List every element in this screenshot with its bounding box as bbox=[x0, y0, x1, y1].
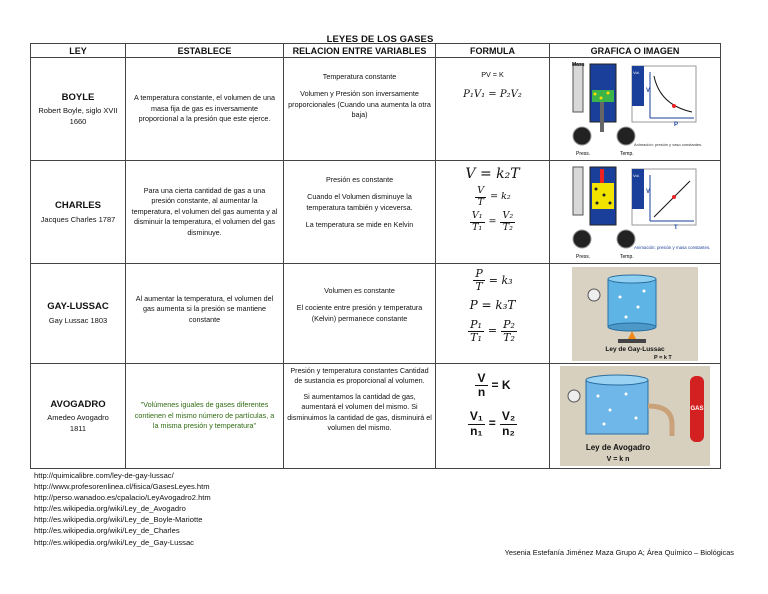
table-row-charles bbox=[31, 161, 721, 264]
fraction-denominator: T bbox=[475, 280, 483, 294]
ratio-d1: n₁ bbox=[470, 423, 483, 438]
avogadro-formulas bbox=[439, 372, 546, 441]
image-title: Ley de Avogadro bbox=[585, 443, 651, 452]
relation-line: Volumen es constante bbox=[324, 286, 395, 295]
ratio-d2: T₂ bbox=[502, 221, 513, 233]
law-cell-avogadro bbox=[31, 364, 126, 469]
formula-text: PV = K bbox=[481, 70, 504, 79]
formula-ratio: $\frac{\text{V₁}}{\text{n₁}}$ = $\frac{\text{V₂}}{\text{n₂}}$ bbox=[469, 409, 516, 438]
law-year: 1660 bbox=[69, 116, 87, 126]
header-establece: ESTABLECE bbox=[126, 44, 284, 58]
fraction-numerator: P bbox=[475, 267, 483, 280]
ratio-n2: P₂ bbox=[503, 317, 515, 331]
establece-cell: "Volúmenes iguales de gases diferentes contienen el mismo número de partículas, a la misma presión y temperatura" bbox=[126, 364, 284, 469]
relation-cell bbox=[284, 161, 436, 264]
vol-label: Vol. bbox=[633, 70, 640, 75]
image-caption: Animación: presión y masa constantes. bbox=[634, 245, 711, 250]
axis-v-label: V bbox=[646, 88, 651, 94]
relation-line: Presión y temperatura constantes Cantidad de sustancia es proporcional al volumen. bbox=[290, 366, 429, 386]
law-name: BOYLE bbox=[61, 91, 95, 103]
formula-cell bbox=[436, 161, 550, 264]
gas-laws-table bbox=[30, 43, 721, 469]
reference-link[interactable]: http://perso.wanadoo.es/cpalacio/LeyAvogadro2.htm bbox=[34, 493, 211, 503]
header-formula: FORMULA bbox=[436, 44, 550, 58]
header-grafica: GRAFICA O IMAGEN bbox=[550, 44, 721, 58]
law-cell-boyle bbox=[31, 58, 126, 161]
law-name: CHARLES bbox=[55, 199, 101, 211]
boyle-apparatus-image bbox=[570, 60, 703, 158]
formula-fraction bbox=[439, 186, 546, 208]
formula-cell bbox=[436, 58, 550, 161]
relation-line: Temperatura constante bbox=[322, 72, 397, 81]
law-name: GAY-LUSSAC bbox=[47, 301, 109, 313]
relation-line: La temperatura se mide en Kelvin bbox=[305, 220, 414, 230]
press-label: Press. bbox=[576, 151, 591, 157]
reference-link[interactable]: http://quimicalibre.com/ley-de-gay-lussac/ bbox=[34, 471, 174, 480]
relation-line: Cuando el Volumen disminuye la temperatura también y viceversa. bbox=[306, 192, 413, 212]
svg-text:Mass: Mass bbox=[572, 62, 585, 68]
formula-equation: P₁V₁ = P₂V₂ bbox=[463, 89, 522, 101]
table-row-gay-lussac bbox=[31, 264, 721, 364]
formula-equation: V = k₂T bbox=[465, 166, 520, 182]
formula-cell bbox=[436, 364, 550, 469]
axis-t-label: T bbox=[674, 225, 678, 231]
axis-v-label: V bbox=[646, 189, 651, 195]
reference-link[interactable]: http://es.wikipedia.org/wiki/Ley_de_Avogadro bbox=[34, 504, 186, 514]
law-author: Robert Boyle, siglo XVII bbox=[38, 106, 118, 116]
establece-cell: A temperatura constante, el volumen de una masa fija de gas es inversamente proporcional a la presión que este ejerce. bbox=[126, 58, 284, 161]
reference-link[interactable]: http://es.wikipedia.org/wiki/Ley_de_Boyle-Mariotte bbox=[34, 515, 203, 525]
establece-cell: Para una cierta cantidad de gas a una presión constante, al aumentar la temperatura, el volumen del gas aumenta y al disminuir la temperatura, el volumen del gas disminuye. bbox=[126, 161, 284, 264]
fraction-denominator: T bbox=[477, 196, 484, 208]
document-title: LEYES DE LOS GASES bbox=[326, 34, 434, 45]
image-cell-boyle bbox=[550, 58, 721, 161]
fraction-rhs: = k₃ bbox=[488, 273, 513, 287]
formula-equation: P = k₃T bbox=[469, 298, 516, 313]
ratio-d2: n₂ bbox=[502, 423, 515, 438]
formula-ratio: $\frac{\text{V₁}}{\text{T₁}}$ = $\frac{\text{V₂}}{\text{T₂}}$ bbox=[471, 210, 514, 233]
law-author: Amedeo Avogadro bbox=[47, 413, 109, 423]
reference-link[interactable]: http://es.wikipedia.org/wiki/Ley_de_Charles bbox=[34, 526, 180, 536]
law-year: 1811 bbox=[69, 423, 87, 433]
gay-lussac-image bbox=[572, 267, 698, 361]
ratio-n1: V₁ bbox=[469, 409, 483, 424]
relation-cell bbox=[284, 264, 436, 364]
formula-fraction bbox=[474, 372, 510, 399]
law-cell-gay-lussac bbox=[31, 264, 126, 364]
author-credit: Yesenia Estefanía Jiménez Maza Grupo A; Área Químico – Biológicas bbox=[504, 548, 734, 557]
axis-p-label: P bbox=[674, 122, 679, 128]
formula-fraction bbox=[439, 268, 546, 293]
image-title: Ley de Gay-Lussac bbox=[605, 345, 665, 353]
fraction-rhs: = k₂ bbox=[490, 191, 511, 203]
law-author: Gay Lussac 1803 bbox=[48, 316, 108, 326]
temp-label: Temp. bbox=[620, 151, 634, 157]
vol-label: Vol. bbox=[633, 173, 640, 178]
formula-ratio: $\frac{\text{P₁}}{\text{T₁}}$ = $\frac{\text{P₂}}{\text{T₂}}$ bbox=[470, 317, 515, 344]
charles-apparatus-image bbox=[570, 163, 711, 261]
table-row-avogadro bbox=[31, 364, 721, 469]
image-equation: P = k T bbox=[654, 354, 672, 361]
ratio-d1: T₁ bbox=[472, 221, 483, 233]
ratio-d2: T₂ bbox=[503, 330, 515, 344]
reference-link[interactable]: http://www.profesorenlinea.cl/fisica/GasesLeyes.htm bbox=[34, 482, 210, 492]
ratio-d1: T₁ bbox=[470, 330, 482, 344]
header-ley: LEY bbox=[31, 44, 126, 58]
relation-line: Si aumentamos la cantidad de gas, aumentará el volumen del mismo. Si disminuimos la cantidad de gas, disminuirá el volumen del mismo. bbox=[287, 391, 432, 433]
image-cell-avogadro bbox=[550, 364, 721, 469]
ratio-n2: V₂ bbox=[501, 409, 516, 424]
fraction-numerator: V bbox=[477, 371, 486, 385]
table-header-row bbox=[31, 44, 721, 58]
temp-label: Temp. bbox=[620, 254, 634, 260]
fraction-denominator: n bbox=[477, 385, 486, 400]
fraction-rhs: = K bbox=[491, 377, 511, 392]
establece-cell: Al aumentar la temperatura, el volumen del gas aumenta si la presión se mantiene constante bbox=[126, 264, 284, 364]
ratio-n1: P₁ bbox=[470, 317, 482, 331]
image-caption: Animación: presión y vaso constantes. bbox=[634, 142, 703, 147]
law-cell-charles bbox=[31, 161, 126, 264]
reference-links bbox=[34, 470, 211, 548]
formula-cell bbox=[436, 264, 550, 364]
image-cell-gay-lussac bbox=[550, 264, 721, 364]
image-equation: V = k n bbox=[606, 456, 630, 463]
law-name: AVOGADRO bbox=[50, 398, 106, 410]
ratio-n1: V₁ bbox=[471, 210, 483, 222]
image-cell-charles bbox=[550, 161, 721, 264]
relation-line: Presión es constante bbox=[325, 175, 394, 184]
relation-line: Volumen y Presión son inversamente proporcionales (Cuando una aumenta la otra baja) bbox=[288, 89, 431, 120]
avogadro-image bbox=[560, 366, 710, 466]
press-label: Press. bbox=[576, 254, 591, 260]
header-relacion: RELACION ENTRE VARIABLES bbox=[284, 44, 436, 58]
fraction-numerator: V bbox=[477, 185, 485, 197]
ratio-n2: V₂ bbox=[502, 210, 514, 222]
table-row-boyle bbox=[31, 58, 721, 161]
reference-link[interactable]: http://es.wikipedia.org/wiki/Ley_de_Gay-Lussac bbox=[34, 537, 194, 547]
relation-cell bbox=[284, 364, 436, 469]
relation-line: El cociente entre presión y temperatura (Kelvin) permanece constante bbox=[296, 303, 423, 323]
gas-label: GAS bbox=[690, 406, 704, 412]
relation-cell bbox=[284, 58, 436, 161]
law-author: Jacques Charles 1787 bbox=[40, 214, 116, 224]
